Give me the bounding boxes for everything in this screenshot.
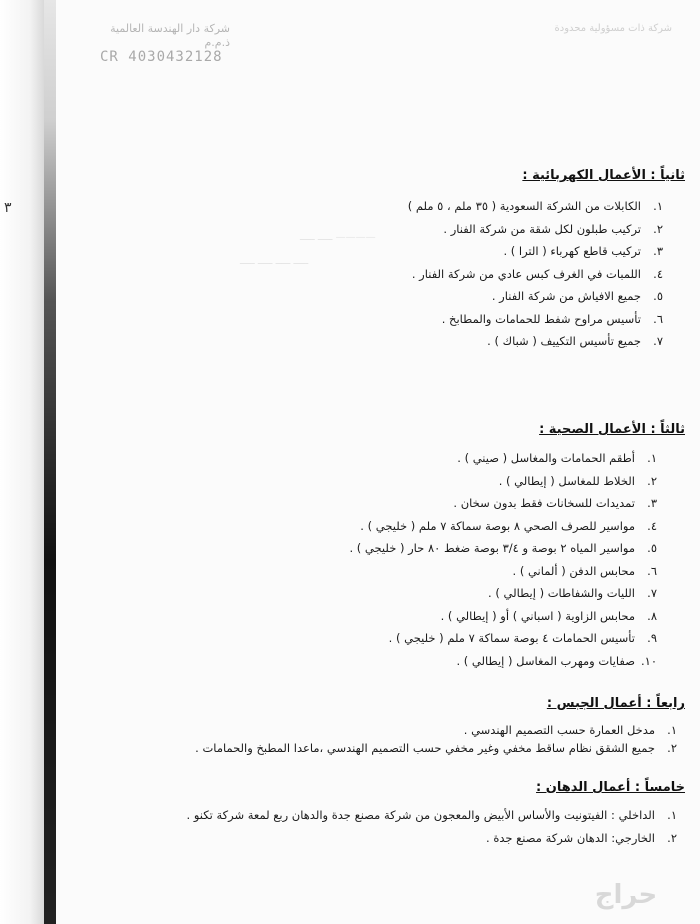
- section-painting: [120, 780, 685, 851]
- bleed-through-text: ـــــ ـــــ ـــــ ـــــ: [240, 256, 309, 267]
- company-header-right: شركة ذات مسؤولية محدودة: [554, 23, 672, 34]
- list-item: ٢.جميع الشقق نظام ساقط مخفي وغير مخفي حسب التصميم الهندسي ،ماعدا المطبخ والحمامات .: [195, 741, 677, 755]
- list-item: ١.مدخل العمارة حسب التصميم الهندسي .: [463, 723, 677, 737]
- list-item: ٤.مواسير للصرف الصحي ٨ بوصة سماكة ٧ ملم ( خليجي ) .: [360, 518, 657, 533]
- section-title: ثانياً : الأعمال الكهربائية :: [522, 168, 685, 183]
- list-item: ٣.تمديدات للسخانات فقط بدون سخان .: [453, 496, 657, 510]
- list-item: ١٠.صفايات ومهرب المغاسل ( إيطالي ) .: [456, 653, 657, 668]
- section-title: رابعاً : أعمال الجبس :: [546, 696, 685, 711]
- list-item: ٧.الليات والشفاطات ( إيطالي ) .: [488, 586, 657, 600]
- list-item: ٨.محابس الزاوية ( اسباني ) أو ( إيطالي ) .: [440, 608, 657, 623]
- section-plumbing: [120, 422, 685, 672]
- list-item: ١.أطقم الحمامات والمغاسل ( صيني ) .: [457, 451, 657, 465]
- binding-shadow: [44, 0, 56, 924]
- company-subtitle: ذ.م.م: [204, 36, 230, 49]
- company-header: [100, 22, 230, 64]
- commercial-registration: CR 4030432128: [100, 49, 223, 65]
- margin-page-number: ٣: [4, 200, 12, 216]
- section-title: ثالثاً : الأعمال الصحية :: [539, 422, 685, 437]
- list-item: ١.الكابلات من الشركة السعودية ( ٣٥ ملم ، ٥ ملم ): [407, 199, 663, 213]
- section-gypsum: [120, 696, 685, 757]
- list-item: ٢.الخلاط للمغاسل ( إيطالي ) .: [498, 473, 657, 488]
- list-item: ١.الداخلي : الفيتونيت والأساس الأبيض والمعجون من شركة مصنع جدة والدهان ربع لمعة شركة تكنو .: [186, 808, 677, 822]
- list-item: ٧.جميع تأسيس التكييف ( شباك ) .: [487, 334, 663, 348]
- list-item: ٢.تركيب طبلون لكل شقة من شركة الفنار .: [443, 221, 663, 236]
- list-item: ٣.تركيب قاطع كهرباء ( الترا ) .: [503, 244, 663, 258]
- company-name: شركة دار الهندسة العالمية: [110, 22, 230, 35]
- section-electrical: [120, 168, 685, 353]
- list-item: ٥.جميع الافياش من شركة الفنار .: [491, 289, 663, 303]
- site-watermark: حراج: [594, 880, 658, 910]
- list-item: ٥.مواسير المياه ٢ بوصة و ٣/٤ بوصة ضغط ٨٠ حار ( خليجي ) .: [349, 541, 657, 555]
- bleed-through-text: ———— ـــــ ـــــ: [300, 232, 376, 243]
- list-item: ٦.تأسيس مراوح شفط للحمامات والمطابخ .: [441, 311, 663, 326]
- page-edge-shadow: [0, 0, 48, 924]
- list-item: ٢.الخارجي: الدهان شركة مصنع جدة .: [486, 831, 677, 845]
- list-item: ٩.تأسيس الحمامات ٤ بوصة سماكة ٧ ملم ( خليجي ) .: [388, 631, 657, 645]
- list-item: ٦.محابس الدفن ( ألماني ) .: [512, 563, 657, 578]
- list-item: ٤.اللمبات في الغرف كبس عادي من شركة الفنار .: [411, 266, 663, 281]
- section-title: خامساً : أعمال الدهان :: [536, 780, 685, 795]
